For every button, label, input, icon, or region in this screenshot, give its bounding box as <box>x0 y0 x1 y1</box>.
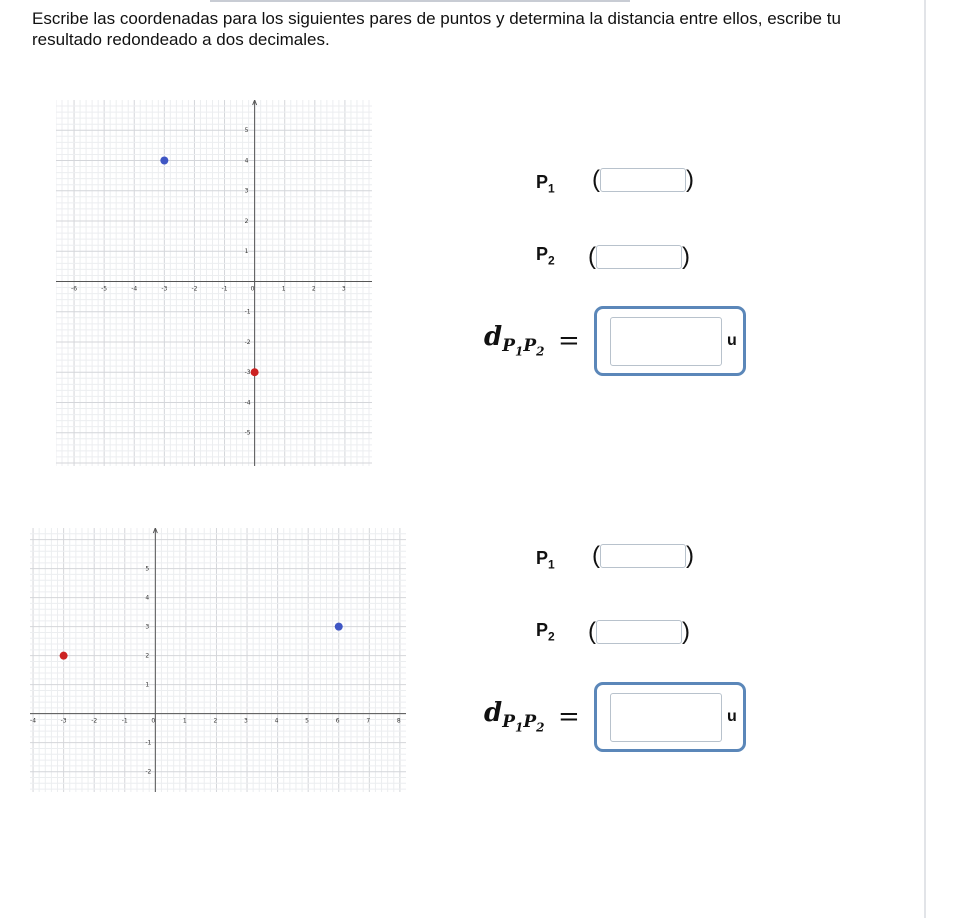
y-tick-label: 3 <box>145 623 150 631</box>
p2-coordinate-input-1[interactable] <box>596 245 682 269</box>
y-tick-label: -3 <box>244 369 251 377</box>
p1-open-paren-2: ( <box>592 542 600 569</box>
p1-open-paren-1: ( <box>592 166 600 193</box>
x-tick-label: -5 <box>101 285 108 293</box>
y-tick-label: 3 <box>244 187 249 195</box>
p1-label-2: $P_1$ <box>536 548 555 572</box>
graph-1-svg <box>56 100 372 466</box>
x-tick-label: -4 <box>131 285 138 293</box>
p1-close-paren-2: ) <box>686 542 694 569</box>
y-tick-label: 4 <box>145 594 150 602</box>
y-tick-label: 5 <box>244 127 249 135</box>
y-tick-label: 2 <box>244 217 249 225</box>
coordinate-graph-1 <box>56 100 372 466</box>
distance-input-1[interactable] <box>610 317 722 366</box>
x-tick-label: 5 <box>305 717 310 725</box>
y-tick-label: -4 <box>244 399 251 407</box>
p1-close-paren-1: ) <box>686 166 694 193</box>
x-tick-label: 3 <box>341 285 346 293</box>
unit-label-1: u <box>727 332 737 349</box>
y-tick-label: -1 <box>145 739 152 747</box>
x-tick-label: -6 <box>71 285 78 293</box>
x-tick-label: -3 <box>161 285 168 293</box>
p1-coordinate-input-1[interactable] <box>600 168 686 192</box>
x-tick-label: -2 <box>191 285 198 293</box>
distance-label-2: $d_{P_1P_2}$ <box>484 698 545 735</box>
plotted-point-1 <box>160 156 168 164</box>
p1-label-1: $P_1$ <box>536 172 555 196</box>
unit-label-2: u <box>727 708 737 725</box>
y-tick-label: 1 <box>145 681 150 689</box>
p2-open-paren-2: ( <box>588 618 596 645</box>
y-tick-label: 2 <box>145 652 150 660</box>
distance-input-2[interactable] <box>610 693 722 742</box>
p2-close-paren-2: ) <box>682 618 690 645</box>
plotted-point-1 <box>335 623 343 631</box>
page-right-border <box>924 0 926 918</box>
top-divider <box>210 0 630 2</box>
y-tick-label: -1 <box>244 308 251 316</box>
x-tick-label: -4 <box>30 717 37 725</box>
x-tick-label: 6 <box>335 717 340 725</box>
x-tick-label: 0 <box>151 717 156 725</box>
y-tick-label: -5 <box>244 429 251 437</box>
x-tick-label: -1 <box>221 285 228 293</box>
instructions-text: Escribe las coordenadas para los siguientes pares de puntos y determina la distancia entre ellos, escribe tu resultado redondeado a dos decimales. <box>32 9 841 49</box>
equals-sign-2: = <box>558 702 580 732</box>
x-tick-label: 4 <box>274 717 279 725</box>
plotted-point-2 <box>251 368 259 376</box>
p2-coordinate-input-2[interactable] <box>596 620 682 644</box>
x-tick-label: 2 <box>213 717 218 725</box>
p2-close-paren-1: ) <box>682 243 690 270</box>
x-tick-label: 7 <box>366 717 371 725</box>
x-tick-label: -2 <box>91 717 98 725</box>
graph-2-svg <box>30 528 406 792</box>
x-tick-label: 2 <box>311 285 316 293</box>
y-tick-label: 1 <box>244 248 249 256</box>
coordinate-graph-2 <box>30 528 406 792</box>
distance-label-1: $d_{P_1P_2}$ <box>484 322 545 359</box>
x-tick-label: 8 <box>396 717 401 725</box>
x-tick-label: -3 <box>60 717 67 725</box>
x-tick-label: 1 <box>182 717 187 725</box>
x-tick-label: 0 <box>250 285 255 293</box>
y-tick-label: 4 <box>244 157 249 165</box>
p2-open-paren-1: ( <box>588 243 596 270</box>
distance-answer-box-1 <box>594 306 746 376</box>
y-tick-label: 5 <box>145 565 150 573</box>
x-tick-label: 3 <box>244 717 248 725</box>
distance-answer-box-2 <box>594 682 746 752</box>
p2-label-2: $P_2$ <box>536 620 555 644</box>
equals-sign-1: = <box>558 326 580 356</box>
x-tick-label: 1 <box>281 285 286 293</box>
y-tick-label: -2 <box>244 338 251 346</box>
p1-coordinate-input-2[interactable] <box>600 544 686 568</box>
y-tick-label: -2 <box>145 768 152 776</box>
plotted-point-2 <box>60 652 68 660</box>
x-tick-label: -1 <box>121 717 128 725</box>
p2-label-1: $P_2$ <box>536 244 555 268</box>
